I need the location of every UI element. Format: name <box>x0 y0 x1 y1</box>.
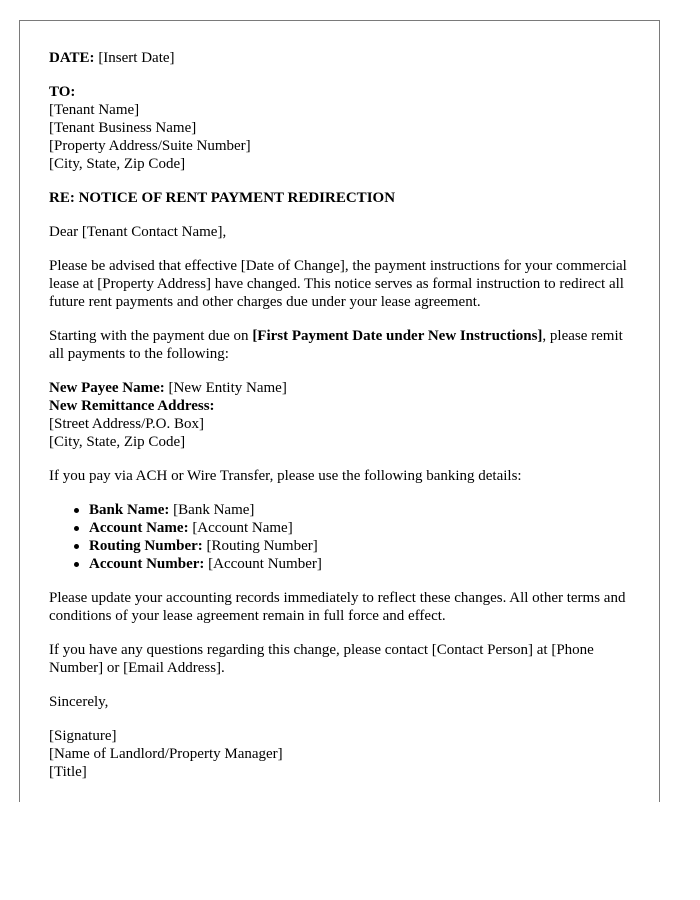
routing-number-value: [Routing Number] <box>202 538 318 554</box>
paragraph-payment-start <box>49 327 639 363</box>
banking-intro: If you pay via ACH or Wire Transfer, please use the following banking details: <box>49 468 522 484</box>
bank-name-label: Bank Name: <box>89 502 170 518</box>
to-label: TO: <box>49 84 76 100</box>
remittance-address-line: [Street Address/P.O. Box] <box>49 416 204 432</box>
list-item <box>89 519 639 537</box>
list-item <box>89 537 639 555</box>
account-name-value: [Account Name] <box>188 520 293 536</box>
paragraph-payment-start-text: , please remit all payments to the following: <box>49 328 623 362</box>
remittance-block <box>49 379 639 451</box>
payee-value: [New Entity Name] <box>164 380 287 396</box>
paragraph-payment-start-text: Starting with the payment due on <box>49 328 253 344</box>
paragraph-contact: If you have any questions regarding this change, please contact [Contact Person] at [Phone Number] or [Email Address]. <box>49 642 594 676</box>
date-label: DATE: <box>49 50 95 66</box>
bank-name-value: [Bank Name] <box>169 502 255 518</box>
remittance-address-line: [City, State, Zip Code] <box>49 434 186 450</box>
letter-page <box>19 20 660 802</box>
signature-line: [Signature] <box>49 728 117 744</box>
salutation: Dear [Tenant Contact Name], <box>49 224 227 240</box>
list-item <box>89 555 639 573</box>
date-value: [Insert Date] <box>94 50 175 66</box>
recipient-line: [Tenant Name] <box>49 102 140 118</box>
recipient-line: [City, State, Zip Code] <box>49 156 186 172</box>
payee-label: New Payee Name: <box>49 380 165 396</box>
letter-content <box>49 49 639 781</box>
signature-block <box>49 727 639 781</box>
paragraph-update-records: Please update your accounting records immediately to reflect these changes. All other terms and conditions of your lease agreement remain in full force and effect. <box>49 590 626 624</box>
banking-details-list <box>49 501 639 573</box>
account-name-label: Account Name: <box>89 520 189 536</box>
recipient-block <box>49 83 639 173</box>
subject-line: RE: NOTICE OF RENT PAYMENT REDIRECTION <box>49 190 396 206</box>
signature-line: [Title] <box>49 764 87 780</box>
first-payment-date: [First Payment Date under New Instructions] <box>252 328 543 344</box>
account-number-label: Account Number: <box>89 556 205 572</box>
closing: Sincerely, <box>49 694 109 710</box>
account-number-value: [Account Number] <box>204 556 322 572</box>
paragraph-effective-change: Please be advised that effective [Date of Change], the payment instructions for your commercial lease at [Property Address] have changed. This notice serves as formal instruction to redirect all future rent payments and other charges due under your lease agreement. <box>49 258 627 310</box>
recipient-line: [Tenant Business Name] <box>49 120 197 136</box>
signature-line: [Name of Landlord/Property Manager] <box>49 746 283 762</box>
recipient-line: [Property Address/Suite Number] <box>49 138 251 154</box>
payee-line <box>49 379 639 397</box>
list-item <box>89 501 639 519</box>
routing-number-label: Routing Number: <box>89 538 203 554</box>
remittance-address-label: New Remittance Address: <box>49 398 215 414</box>
date-line <box>49 49 639 67</box>
